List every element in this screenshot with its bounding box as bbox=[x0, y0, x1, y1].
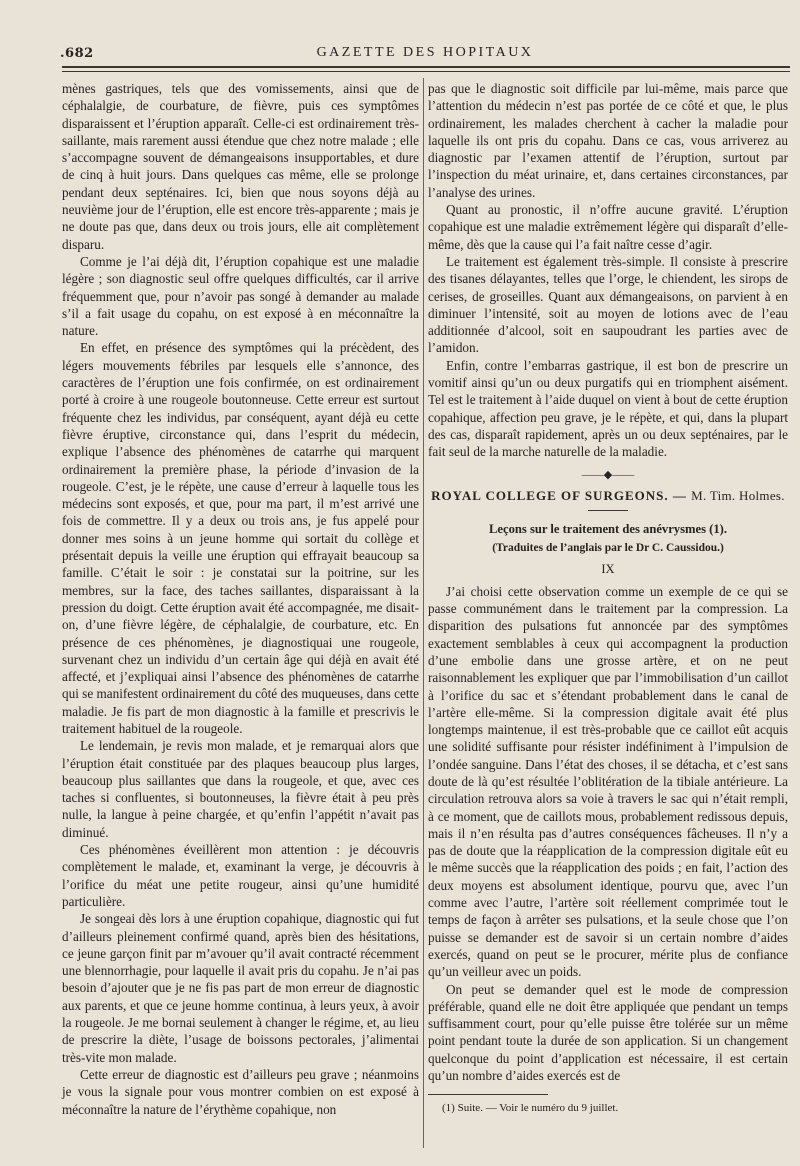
title-rule bbox=[588, 510, 628, 511]
translation-credit: (Traduites de l’anglais par le Dr C. Caussidou.) bbox=[492, 542, 724, 555]
paragraph: On peut se demander quel est le mode de compression préférable, quand elle ne doit être appliquée que pendant un temps suffisamment court, pour qu’elle puisse être tolérée sur un même point pendant toute la durée de son application. Si un changement quelconque du point d’application est nécessaire, il est certain qu’un nombre d’aides exercés est de bbox=[428, 981, 788, 1084]
part-number: IX bbox=[601, 562, 615, 577]
section-title bbox=[428, 487, 788, 504]
footnote: (1) Suite. — Voir le numéro du 9 juillet. bbox=[442, 1102, 619, 1115]
paragraph: Je songeai dès lors à une éruption copahique, diagnostic qui fut d’ailleurs pleinement confirmé quand, après bien des hésitations, ce jeune garçon finit par m’avouer qu’il avait contracté récemment une blennorrhagie, pour laquelle il avait pris du copahu. Je n’ai pas besoin d’ajouter que je ne fis pas part de mon erreur de diagnostic aux parents, et que ce jeune homme continua, à leurs yeux, à avoir la rougeole. Je me bornai seulement à changer le régime, et, au lieu de prescrire la diète, l’usage de boissons pectorales, j’alimentai très-vite mon malade. bbox=[62, 911, 419, 1065]
paragraph: mènes gastriques, tels que des vomissements, ainsi que de céphalalgie, de courbature, de fièvre, puis ces symptômes disparaissent et l’éruption apparaît. Celle-ci est ordinairement très-saillante, mais rarement aussi étendue que chez notre malade ; elle s’accompagne souvent de démangeaisons insupportables, et dure de cinq à huit jours. Dans quelques cas même, elle se prolonge pendant deux septénaires. Ici, bien que nous soyons déjà au neuvième jour de l’éruption, elle est encore très-apparente ; mais je ne doute pas que, dans deux ou trois jours, elle ait complètement disparu. bbox=[62, 81, 419, 252]
column-divider bbox=[423, 78, 424, 1148]
footnote-rule bbox=[428, 1094, 548, 1095]
paragraph: En effet, en présence des symptômes qui la précèdent, des légers mouvements fébriles par lesquels elle s’annonce, des caractères de l’éruption une fois confirmée, on est ordinairement porté à croire à une rougeole boutonneuse. Cette erreur est surtout fréquente chez les individus, par conséquent, ayant déjà eu cette fièvre éruptive, circonstance qui, dans l’esprit du médecin, explique l’absence des phénomènes de catarrhe qui marquent ordinairement la première phase, la période d’invasion de la rougeole. C’est, je le répète, une cause d’erreur à laquelle tous les médecins sont exposés, et que, pour ma part, il m’est arrivé une fois de commettre. Il y a deux ou trois ans, je fus appelé pour donner mes soins à un jeune homme qui sortait du collège et présentait depuis la veille une éruption qui effrayait beaucoup sa famille. C’était le soir : je constatai sur la poitrine, sur les membres, sur la face, des taches saillantes, disparaissant à la pression du doigt. Cette éruption avait été accompagnée, me disait-on, d’une fièvre légère, de céphalalgie, de courbature, etc. En présence de ces phénomènes, je diagnostiquai une rougeole, survenant chez un individu d’un certain âge qui déjà en avait été affecté, et j’expliquai ainsi l’absence des phénomènes de catarrhe qui se manifestent ordinairement du côté des muqueuses, dans cette maladie. Je fis part de mon diagnostic à la famille et prescrivis le traitement habituel de la rougeole. bbox=[62, 340, 419, 736]
journal-title: GAZETTE DES HOPITAUX bbox=[316, 45, 534, 60]
page-number: .682 bbox=[60, 46, 94, 61]
paragraph: Le lendemain, je revis mon malade, et je remarquai alors que l’éruption était constituée par des plaques beaucoup plus larges, beaucoup plus saillantes que dans la rougeole, et que, avec ces taches si confluentes, si boutonneuses, la fièvre était à peu près nulle, la langue à peine chargée, et qu’enfin l’appétit n’avait pas diminué. bbox=[62, 738, 419, 840]
section-author: M. Tim. Holmes. bbox=[691, 487, 785, 503]
paragraph: Quant au pronostic, il n’offre aucune gravité. L’éruption copahique est une maladie extrêmement légère qui disparaît d’elle-même, dès que la cause qui l’a fait naître cesse d’agir. bbox=[428, 202, 788, 252]
page-header bbox=[60, 44, 790, 66]
paragraph: pas que le diagnostic soit difficile par lui-même, mais parce que l’attention du médecin n’est pas portée de ce côté et que, le plus ordinairement, les malades cherchent à cacher la maladie pour laquelle ils ont pris du copahu. Dans ce cas, vous arriverez au diagnostic par l’examen attentif de l’éruption, surtout par l’inspection du méat urinaire, et, dans certaines circonstances, par l’analyse des urines. bbox=[428, 81, 788, 200]
paragraph: Cette erreur de diagnostic est d’ailleurs peu grave ; néanmoins je vous la signale pour vous montrer combien on est exposé à méconnaître la nature de l’érythème copahique, non bbox=[62, 1066, 419, 1117]
right-column bbox=[428, 80, 788, 1115]
paragraph: J’ai choisi cette observation comme un exemple de ce qui se passe communément dans le traitement par la compression. La disparition des pulsations fut annoncée par des symptômes exactement semblables à ceux qui accompagnent la production d’une embolie dans une grosse artère, et on ne peut raisonnablement les expliquer que par l’immobilisation d’un caillot à l’orifice du sac et s’étendant probablement dans le canal de l’artère elle-même. Si la compression digitale avait été plus longtemps maintenue, il est très-probable que ce caillot eût acquis une solidité suffisante pour résister indéfiniment à l’impulsion de l’ondée sanguine. Dans l’état des choses, il se détacha, et c’est sans doute de là qu’est résultée l’oblitération de la tibiale antérieure. La circulation retrouva alors sa voie à travers le sac qui n’était rempli, à ce moment, que de caillots mous, probablement redissous depuis, mais il n’en résulta pas d’autres conséquences fâcheuses. Il n’y a pas de doute que la réapplication de la compression digitale eût eu le même succès que la réapplication des poids ; en fait, l’action des deux moyens est absolument identique, pourvu que, avec l’un comme avec l’autre, l’artère soit réellement comprimée tout le temps de façon à arrêter ses pulsations, et la seule chose que l’on puisse se demander est de savoir si un certain nombre d’aides exercés, quand on peut se le procurer, mérite plus de confiance qu’un veilleur avec un poids. bbox=[428, 583, 788, 980]
paragraph: Le traitement est également très-simple. Il consiste à prescrire des tisanes délayantes, telles que l’orge, le chiendent, les sirops de cerises, de groseilles. Quant aux démangeaisons, on parvient à en diminuer l’intensité, soit au moyen de lotions avec de l’eau additionnée d’alcool, soit en saupoudrant les parties avec de l’amidon. bbox=[428, 253, 788, 356]
paragraph: Comme je l’ai déjà dit, l’éruption copahique est une maladie légère ; son diagnostic seul offre quelques difficultés, car il arrive fréquemment que, pour n’avoir pas songé à demander au malade s’il a fait usage du copahu, on est exposé à en méconnaître la nature. bbox=[62, 253, 419, 339]
header-rule bbox=[62, 66, 790, 68]
section-title-text: ROYAL COLLEGE OF SURGEONS. — bbox=[431, 487, 687, 503]
section-separator: ——◆—— bbox=[581, 468, 635, 481]
header-rule-thin bbox=[62, 71, 790, 72]
paragraph: Enfin, contre l’embarras gastrique, il est bon de prescrire un vomitif ainsi qu’un ou deux purgatifs qui en triomphent aisément. Tel est le traitement à l’aide duquel on vient à bout de cette éruption copahique, affection peu grave, je le répète, et qui, dans la plupart des cas, disparaît rapidement, après un ou deux septénaires, par le fait seul de la marche naturelle de la maladie. bbox=[428, 357, 788, 460]
left-column bbox=[62, 80, 419, 1118]
paragraph: Ces phénomènes éveillèrent mon attention : je découvris complètement le malade, et, examinant la verge, je découvris à l’orifice du méat une petite rougeur, ainsi qu’une humidité particulière. bbox=[62, 842, 419, 909]
article-subtitle: Leçons sur le traitement des anévrysmes (1). bbox=[489, 521, 727, 536]
